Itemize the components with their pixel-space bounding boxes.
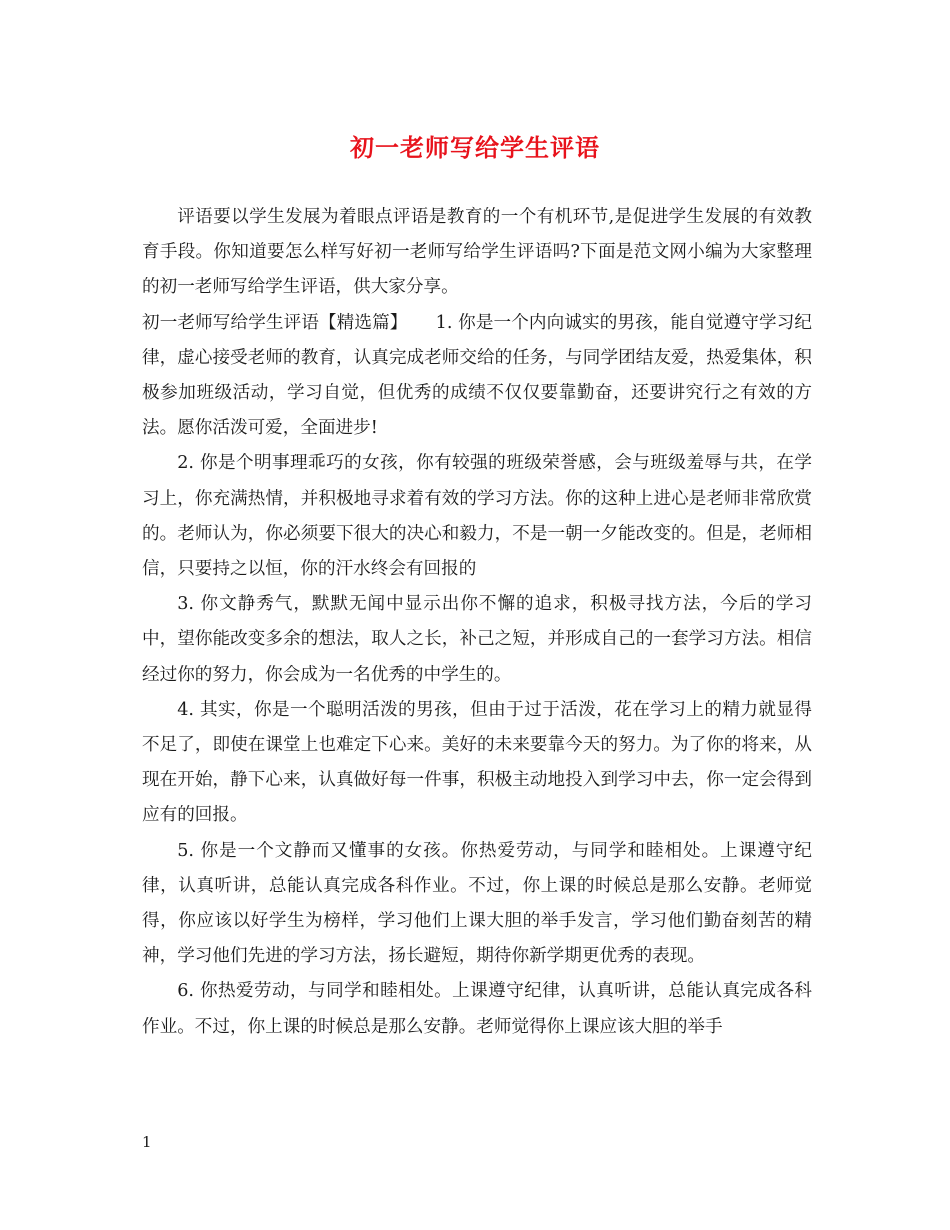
document-title: 初一老师写给学生评语 xyxy=(350,133,600,162)
document-body xyxy=(142,200,812,1045)
comment-item-6: 6. 你热爱劳动，与同学和睦相处。上课遵守纪律，认真听讲，总能认真完成各科作业。不过，你上课的时候总是那么安静。老师觉得你上课应该大胆的举手 xyxy=(142,981,812,1037)
comment-item-2: 2. 你是个明事理乖巧的女孩，你有较强的班级荣誉感，会与班级羞辱与共，在学习上，你充满热情，并积极地寻求着有效的学习方法。你的这种上进心是老师非常欣赏的。老师认为，你必须要下很大的决心和毅力，不是一朝一夕能改变的。但是，老师相信，只要持之以恒，你的汗水终会有回报的 xyxy=(142,453,812,580)
page-number: 1 xyxy=(142,1133,152,1151)
intro-paragraph: 评语要以学生发展为着眼点评语是教育的一个有机环节,是促进学生发展的有效教育手段。你知道要怎么样写好初一老师写给学生评语吗?下面是范文网小编为大家整理的初一老师写给学生评语，供大家分享。 xyxy=(142,207,812,298)
comment-item-5: 5. 你是一个文静而又懂事的女孩。你热爱劳动，与同学和睦相处。上课遵守纪律，认真听讲，总能认真完成各科作业。不过，你上课的时候总是那么安静。老师觉得，你应该以好学生为榜样，学习他们上课大胆的举手发言，学习他们勤奋刻苦的精神，学习他们先进的学习方法，扬长避短，期待你新学期更优秀的表现。 xyxy=(142,840,812,967)
comment-item-1: 1. 你是一个内向诚实的男孩，能自觉遵守学习纪律，虚心接受老师的教育，认真完成老师交给的任务，与同学团结友爱，热爱集体，积极参加班级活动，学习自觉，但优秀的成绩不仅仅要靠勤奋，还要讲究行之有效的方法。愿你活泼可爱，全面进步! xyxy=(142,312,812,439)
comment-item-3: 3. 你文静秀气，默默无闻中显示出你不懈的追求，积极寻找方法，今后的学习中，望你能改变多余的想法，取人之长，补己之短，并形成自己的一套学习方法。相信经过你的努力，你会成为一名优秀的中学生的。 xyxy=(142,594,812,685)
comment-item-4: 4. 其实，你是一个聪明活泼的男孩，但由于过于活泼，花在学习上的精力就显得不足了，即使在课堂上也难定下心来。美好的未来要靠今天的努力。为了你的将来，从现在开始，静下心来，认真做好每一件事，积极主动地投入到学习中去，你一定会得到应有的回报。 xyxy=(142,699,812,826)
section-first-paragraph xyxy=(142,306,812,447)
section-heading: 初一老师写给学生评语【精选篇】 xyxy=(142,312,408,333)
